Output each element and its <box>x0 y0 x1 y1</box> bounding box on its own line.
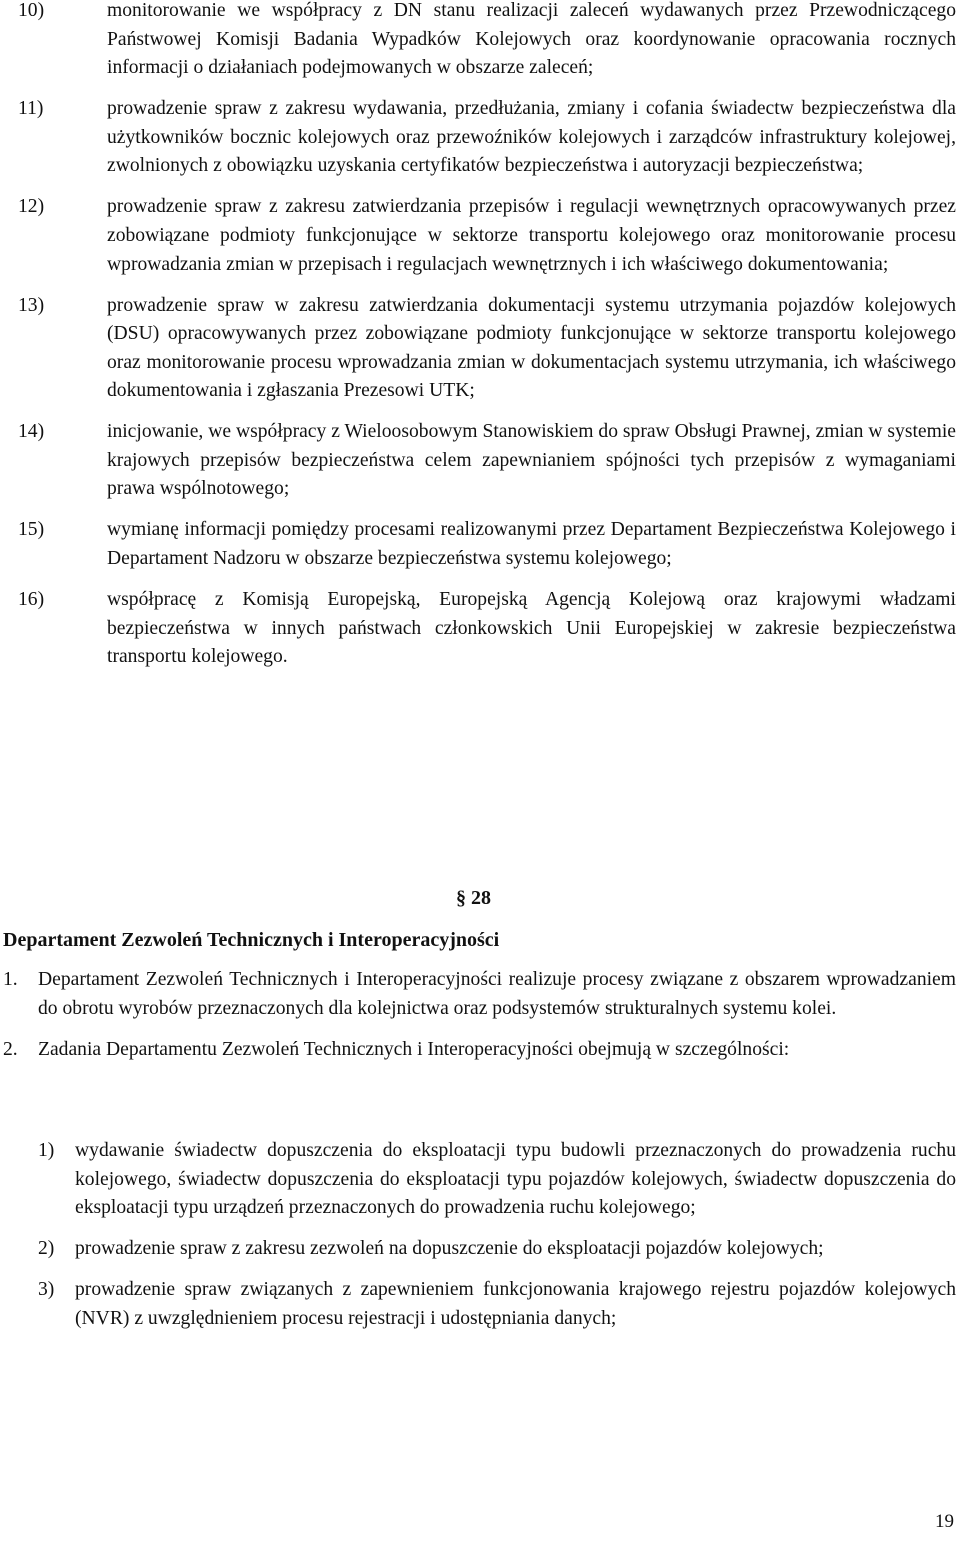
list-item <box>38 1235 956 1264</box>
list-item-number: 14) <box>18 421 45 443</box>
list-item-number: 11) <box>18 98 44 120</box>
page-number: 19 <box>935 1511 954 1532</box>
list-item-number: 3) <box>38 1279 55 1301</box>
paragraph-number: 1. <box>3 969 18 990</box>
list-item-text: monitorowanie we współpracy z DN stanu realizacji zaleceń wydawanych przez Przewodniczącego Państwowej Komisji Badania Wypadków Kolejowych oraz koordynowanie opracowania rocznych informacji o działaniach podejmowanych w obszarze zaleceń; <box>107 0 956 79</box>
paragraph-list <box>3 966 956 1077</box>
list-item <box>18 292 956 406</box>
paragraph <box>3 1036 956 1065</box>
list-item <box>18 516 956 573</box>
list-item-number: 13) <box>18 294 45 316</box>
paragraph-number: 2. <box>3 1038 18 1060</box>
list-item-number: 15) <box>18 519 45 541</box>
list-item-text: współpracę z Komisją Europejską, Europejską Agencją Kolejową oraz krajowymi władzami bezpieczeństwa w innych państwach członkowskich Unii Europejskiej w zakresie bezpieczeństwa transportu kolejowego. <box>107 589 956 668</box>
list-item-number: 10) <box>18 0 45 21</box>
department-title: Departament Zezwoleń Technicznych i Interoperacyjności <box>3 929 500 951</box>
list-item <box>38 1137 956 1223</box>
list-item <box>38 1276 956 1333</box>
list-item <box>18 193 956 279</box>
list-item-text: prowadzenie spraw w zakresu zatwierdzania dokumentacji systemu utrzymania pojazdów kolejowych (DSU) opracowywanych przez zobowiązane podmioty funkcjonujące w sektorze transportu kolejowego oraz monitorowanie procesu wprowadzania zmian w dokumentacjach systemu utrzymania, ich właściwego dokumentowania i zgłaszania Prezesowi UTK; <box>107 294 956 402</box>
list-item-text: prowadzenie spraw z zakresu zatwierdzania przepisów i regulacji wewnętrznych opracowywanych przez zobowiązane podmioty funkcjonujące w sektorze transportu kolejowego oraz monitorowanie procesu wprowadzania zmian w przepisach i regulacjach wewnętrznych i ich właściwego dokumentowania; <box>107 196 956 275</box>
list-item <box>18 586 956 672</box>
list-item-number: 1) <box>38 1140 55 1161</box>
list-item <box>18 95 956 181</box>
paragraph-text: Departament Zezwoleń Technicznych i Interoperacyjności realizuje procesy związane z obszarem wprowadzaniem do obrotu wyrobów przeznaczonych dla kolejnictwa oraz podsystemów strukturalnych systemu kolei. <box>38 969 956 1019</box>
task-list-continued <box>18 0 956 684</box>
list-item <box>18 418 956 504</box>
list-item <box>18 0 956 83</box>
list-item-number: 16) <box>18 589 45 611</box>
list-item-text: prowadzenie spraw związanych z zapewnieniem funkcjonowania krajowego rejestru pojazdów kolejowych (NVR) z uwzględnieniem procesu rejestracji i udostępniania danych; <box>75 1279 956 1329</box>
list-item-text: prowadzenie spraw z zakresu zezwoleń na dopuszczenie do eksploatacji pojazdów kolejowych; <box>75 1238 824 1260</box>
list-item-text: prowadzenie spraw z zakresu wydawania, przedłużania, zmiany i cofania świadectw bezpieczeństwa dla użytkowników bocznic kolejowych oraz przewoźników kolejowych i zarządców infrastruktury kolejowej, zwolnionych z obowiązku uzyskania certyfikatów bezpieczeństwa i autoryzacji bezpieczeństwa; <box>107 98 956 177</box>
list-item-number: 12) <box>18 196 45 218</box>
department-task-list <box>38 1137 956 1346</box>
paragraph-text: Zadania Departamentu Zezwoleń Technicznych i Interoperacyjności obejmują w szczególności: <box>38 1038 790 1060</box>
list-item-text: wydawanie świadectw dopuszczenia do eksploatacji typu budowli przeznaczonych do prowadzenia ruchu kolejowego, świadectw dopuszczenia do eksploatacji typu pojazdów kolejowych, świadectw dopuszczenia do eksploatacji typu urządzeń przeznaczonych do prowadzenia ruchu kolejowego; <box>75 1140 956 1219</box>
list-item-text: wymianę informacji pomiędzy procesami realizowanymi przez Departament Bezpieczeństwa Kolejowego i Departament Nadzoru w obszarze bezpieczeństwa systemu kolejowego; <box>107 519 956 570</box>
section-sign: § 28 <box>456 887 491 909</box>
paragraph <box>3 966 956 1023</box>
list-item-number: 2) <box>38 1238 55 1260</box>
list-item-text: inicjowanie, we współpracy z Wieloosobowym Stanowiskiem do spraw Obsługi Prawnej, zmian w systemie krajowych przepisów bezpieczeństwa celem zapewnianiem spójności tych przepisów z wymaganiami prawa wspólnotowego; <box>107 421 956 500</box>
